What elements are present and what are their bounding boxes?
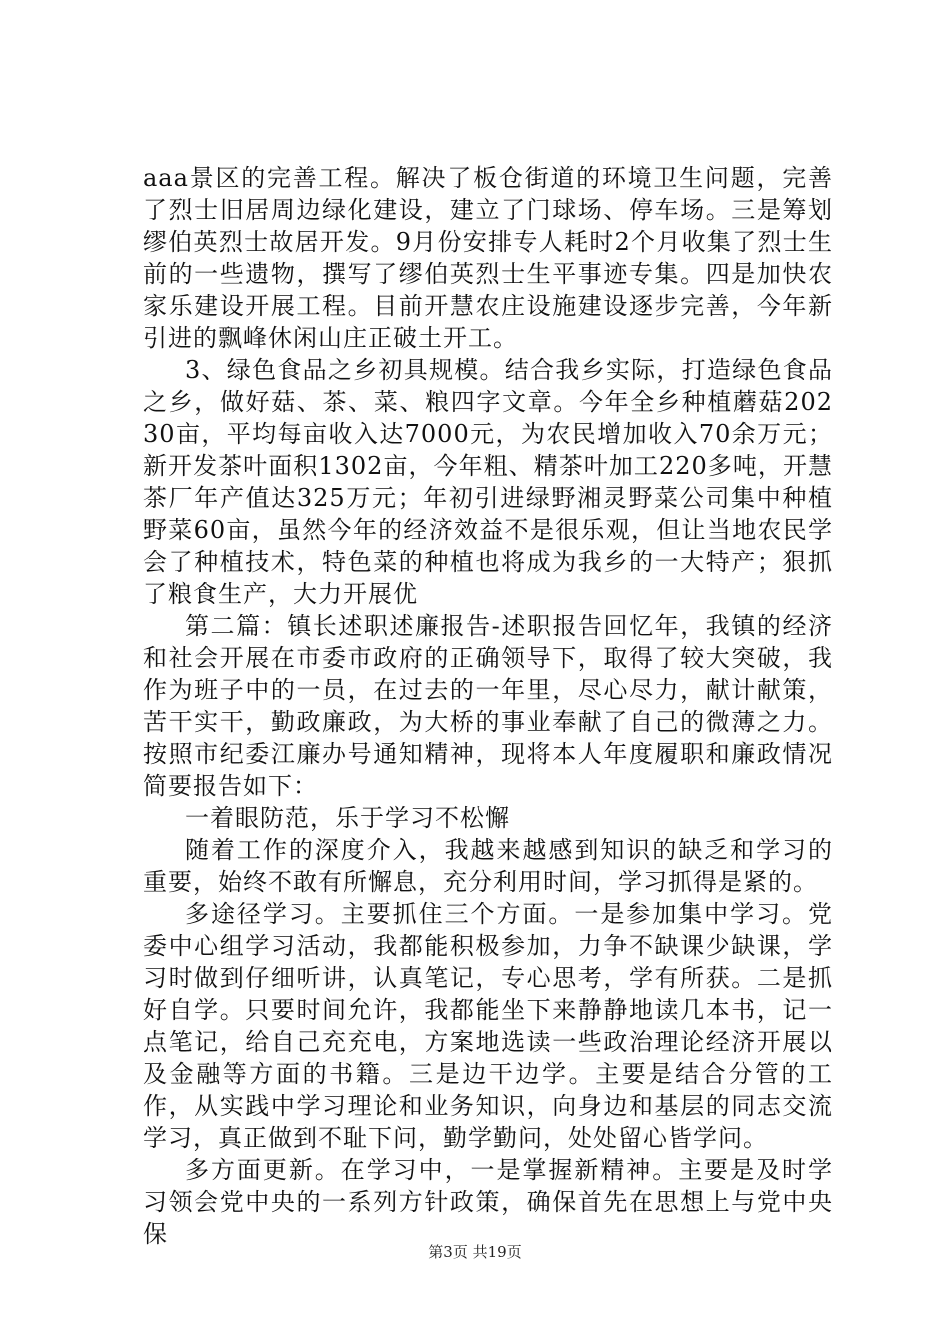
paragraph-5: 多途径学习。主要抓住三个方面。一是参加集中学习。党委中心组学习活动，我都能积极参加，力争不缺课少缺课，学习时做到仔细听讲，认真笔记，专心思考，学有所获。二是抓好自学。只要时间允许，我都能坐下来静静地读几本书，记一点笔记，给自己充充电，方案地选读一些政治理论经济开展以及金融等方面的书籍。三是边干边学。主要是结合分管的工作，从实践中学习理论和业务知识，向身边和基层的同志交流学习，真正做到不耻下问，勤学勤问，处处留心皆学问。 [143,900,833,1152]
paragraph-6: 多方面更新。在学习中，一是掌握新精神。主要是及时学习领会党中央的一系列方针政策，确保首先在思想上与党中央保 [143,1156,833,1248]
paragraph-3: 第二篇：镇长述职述廉报告-述职报告回忆年，我镇的经济和社会开展在市委市政府的正确领导下，取得了较大突破，我作为班子中的一员，在过去的一年里，尽心尽力，献计献策，苦干实干，勤政廉政，为大桥的事业奉献了自己的微薄之力。按照市纪委江廉办号通知精神，现将本人年度履职和廉政情况简要报告如下： [143,612,833,800]
paragraph-1: aaa景区的完善工程。解决了板仓街道的环境卫生问题，完善了烈士旧居周边绿化建设，建立了门球场、停车场。三是筹划缪伯英烈士故居开发。9月份安排专人耗时2个月收集了烈士生前的一些遗物，撰写了缪伯英烈士生平事迹专集。四是加快农家乐建设开展工程。目前开慧农庄设施建设逐步完善，今年新引进的飘峰休闲山庄正破土开工。 [143,164,833,352]
page-number-footer: 第3页 共19页 [428,1243,522,1261]
paragraph-4: 随着工作的深度介入，我越来越感到知识的缺乏和学习的重要，始终不敢有所懈息，充分利用时间，学习抓得是紧的。 [143,836,833,896]
paragraph-2: 3、绿色食品之乡初具规模。结合我乡实际，打造绿色食品之乡，做好菇、茶、菜、粮四字文章。今年全乡种植蘑菇20230亩，平均每亩收入达7000元，为农民增加收入70余万元；新开发茶叶面积1302亩，今年粗、精茶叶加工220多吨，开慧茶厂年产值达325万元；年初引进绿野湘灵野菜公司集中种植野菜60亩，虽然今年的经济效益不是很乐观，但让当地农民学会了种植技术，特色菜的种植也将成为我乡的一大特产；狠抓了粮食生产，大力开展优 [143,356,833,608]
document-body [143,162,833,1250]
section-heading: 一着眼防范，乐于学习不松懈 [185,804,510,832]
